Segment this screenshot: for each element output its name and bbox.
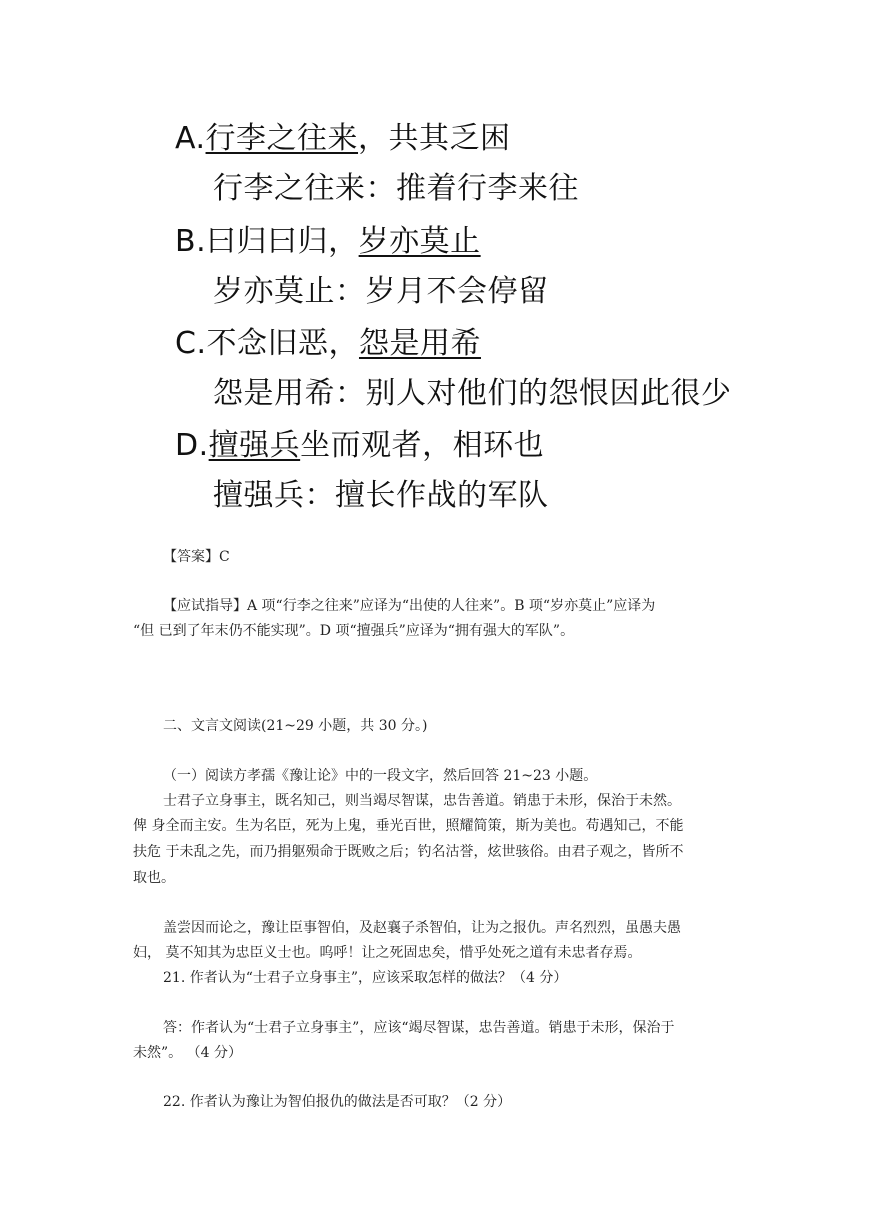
guidance-line-1: 【应试指导】A 项“行李之往来”应译为“出使的人往来”。B 项“岁亦莫止”应译为: [163, 598, 656, 614]
option-letter: B.: [175, 224, 207, 259]
option-letter: A.: [175, 121, 206, 156]
option-text: 曰归曰归，: [206, 224, 359, 259]
option-letter: D.: [175, 428, 209, 463]
question-21: 21. 作者认为“士君子立身事主”，应该采取怎样的做法？（4 分）: [163, 970, 568, 986]
underlined-phrase: 怨是用希: [358, 326, 481, 361]
guidance-line-2: “但 已到了年末仍不能实现”。D 项“擅强兵”应译为“拥有强大的军队”。: [133, 623, 575, 639]
option-a-explanation: 行李之往来：推着行李来往: [213, 171, 579, 206]
option-text: 坐而观者，相环也: [300, 428, 545, 463]
option-d-question: [175, 426, 544, 466]
passage-line: 盖尝因而论之，豫让臣事智伯，及赵襄子杀智伯，让为之报仇。声名烈烈，虽愚夫愚: [163, 920, 681, 936]
option-a-question: [175, 119, 511, 159]
option-b-explanation: 岁亦莫止：岁月不会停留: [213, 274, 549, 309]
option-letter: C.: [175, 326, 207, 361]
question-22: 22. 作者认为豫让为智伯报仇的做法是否可取？（2 分）: [163, 1094, 512, 1110]
option-c-question: [175, 324, 481, 364]
passage-line: 俾 身全而主安。生为名臣，死为上鬼，垂光百世，照耀简策，斯为美也。苟遇知己，不能: [133, 818, 684, 834]
passage-line: 取也。: [133, 870, 175, 886]
underlined-phrase: 岁亦莫止: [358, 224, 481, 259]
answer-21-line-2: 未然”。 （4 分）: [133, 1045, 242, 1061]
option-b-question: [175, 222, 481, 262]
passage-intro: （一）阅读方孝孺《豫让论》中的一段文字，然后回答 21~23 小题。: [163, 768, 598, 784]
passage-line: 妇， 莫不知其为忠臣义士也。呜呼！让之死固忠矣，惜乎处死之道有未忠者存焉。: [133, 945, 642, 961]
section-title: 二、文言文阅读(21~29 小题，共 30 分。): [163, 718, 428, 734]
passage-line: 士君子立身事主，既名知己，则当竭尽智谋，忠告善道。销患于未形，保治于未然。: [163, 793, 681, 809]
option-c-explanation: 怨是用希：别人对他们的怨恨因此很少: [213, 376, 732, 411]
answer-21-line-1: 答：作者认为“士君子立身事主”，应该“竭尽智谋，忠告善道。销患于未形，保治于: [163, 1020, 675, 1036]
option-d-explanation: 擅强兵：擅长作战的军队: [213, 478, 549, 513]
option-text: ，共其乏困: [358, 121, 511, 156]
answer-line: 【答案】C: [163, 549, 230, 565]
passage-line: 扶危 于未乱之先，而乃捐躯殒命于既败之后；钓名沽誉，炫世骇俗。由君子观之，皆所不: [133, 844, 684, 860]
option-text: 不念旧恶，: [206, 326, 359, 361]
underlined-phrase: 擅强兵: [208, 428, 301, 463]
underlined-phrase: 行李之往来: [205, 121, 359, 156]
